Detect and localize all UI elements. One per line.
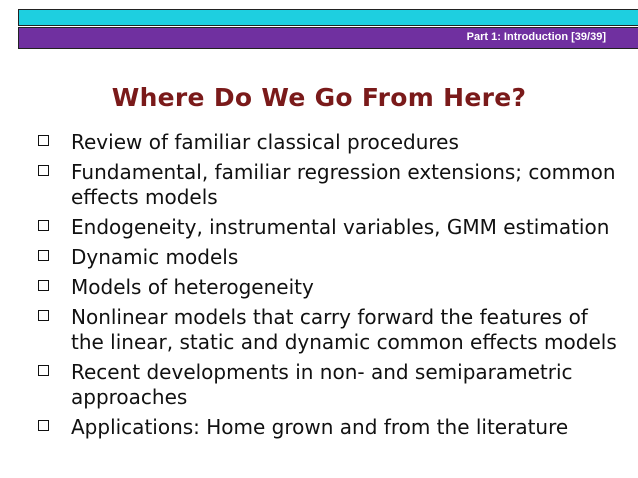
- header-top-bar: [18, 9, 611, 26]
- section-label: Part 1: Introduction [39/39]: [466, 31, 606, 43]
- bullet-text: Recent developments in non- and semiparametric approaches: [71, 360, 573, 409]
- bullet-item: [37, 160, 627, 210]
- bullet-text: Endogeneity, instrumental variables, GMM estimation: [71, 215, 610, 239]
- bullet-list: [37, 130, 627, 445]
- bullet-item: [37, 130, 627, 155]
- bullet-item: [37, 245, 627, 270]
- bullet-item: [37, 305, 627, 355]
- header-bottom-bar-cap: [610, 27, 638, 49]
- square-bullet-icon: [38, 220, 49, 231]
- square-bullet-icon: [38, 365, 49, 376]
- header-top-bar-cap: [610, 9, 638, 26]
- bullet-text: Nonlinear models that carry forward the features of the linear, static and dynamic common effects models: [71, 305, 617, 354]
- bullet-item: [37, 360, 627, 410]
- square-bullet-icon: [38, 280, 49, 291]
- bullet-text: Fundamental, familiar regression extensions; common effects models: [71, 160, 616, 209]
- square-bullet-icon: [38, 165, 49, 176]
- square-bullet-icon: [38, 135, 49, 146]
- bullet-text: Applications: Home grown and from the literature: [71, 415, 569, 439]
- bullet-item: [37, 415, 627, 440]
- square-bullet-icon: [38, 250, 49, 261]
- bullet-text: Dynamic models: [71, 245, 239, 269]
- square-bullet-icon: [38, 310, 49, 321]
- slide-title: Where Do We Go From Here?: [111, 83, 527, 112]
- square-bullet-icon: [38, 420, 49, 431]
- bullet-item: [37, 215, 627, 240]
- bullet-text: Review of familiar classical procedures: [71, 130, 459, 154]
- bullet-item: [37, 275, 627, 300]
- bullet-text: Models of heterogeneity: [71, 275, 314, 299]
